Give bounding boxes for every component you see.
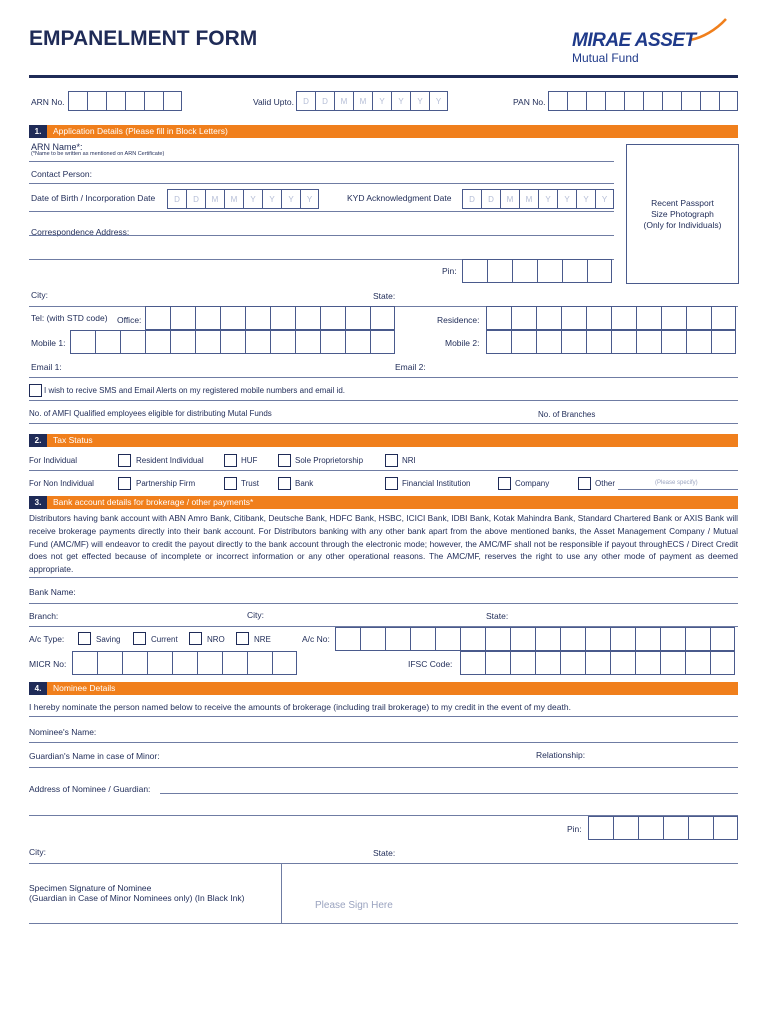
branch-label: Branch: (29, 611, 59, 621)
dob-label: Date of Birth / Incorporation Date (31, 193, 156, 203)
ac-no-label: A/c No: (302, 634, 330, 644)
branches-label: No. of Branches (538, 410, 596, 419)
option-label: Saving (96, 635, 121, 644)
arn-label: ARN No. (31, 97, 65, 107)
date-box: Y (538, 189, 557, 209)
kyd-label: KYD Acknowledgment Date (347, 193, 452, 203)
arn-name-note: (*Name to be written as mentioned on ARN Certificate) (31, 151, 165, 157)
ac-no-input[interactable] (335, 627, 735, 651)
financial-institution-checkbox[interactable] (385, 477, 398, 490)
date-box: Y (595, 189, 614, 209)
option-label: Resident Individual (136, 456, 204, 465)
residence-phone-input[interactable] (486, 306, 736, 330)
micr-input[interactable] (72, 651, 297, 675)
brand-name: MIRAE ASSET (572, 30, 696, 51)
option-label: Financial Institution (402, 479, 471, 488)
brand-logo (572, 20, 742, 66)
city-label: City: (31, 290, 48, 300)
photo-line-3: (Only for Individuals) (643, 220, 722, 230)
section-1-header (29, 125, 738, 138)
divider (29, 923, 738, 924)
divider (29, 400, 738, 401)
nominee-statement: I hereby nominate the person named below to receive the amounts of brokerage (including trail brokerage) to my credit in the event of my death. (29, 702, 571, 712)
trust-checkbox[interactable] (224, 477, 237, 490)
ac-type-label: A/c Type: (29, 634, 65, 644)
section-number: 2. (29, 434, 47, 447)
divider (29, 470, 738, 471)
state-label: State: (373, 291, 396, 301)
guardian-label: Guardian's Name in case of Minor: (29, 751, 160, 761)
mobile1-input[interactable] (70, 330, 395, 354)
date-box: D (315, 91, 334, 111)
email2-label: Email 2: (395, 362, 426, 372)
option-label: Sole Proprietorship (295, 456, 364, 465)
nominee-pin-label: Pin: (567, 824, 582, 834)
office-label: Office: (117, 315, 142, 325)
micr-label: MICR No: (29, 659, 67, 669)
contact-person-field[interactable] (29, 183, 614, 184)
office-phone-input[interactable] (145, 306, 395, 330)
pan-label: PAN No. (513, 97, 546, 107)
correspondence-label: Correspondence Address: (31, 227, 130, 237)
sign-here-hint: Please Sign Here (315, 900, 393, 911)
section-title: Nominee Details (53, 683, 116, 693)
nre-checkbox[interactable] (236, 632, 249, 645)
date-box: D (167, 189, 186, 209)
divider (29, 577, 738, 578)
section-number: 1. (29, 125, 47, 138)
nominee-name-field[interactable] (29, 742, 738, 743)
section-2-header (29, 434, 738, 447)
date-box: Y (410, 91, 429, 111)
signature-note: (Guardian in Case of Minor Nominees only) (In Black Ink) (29, 893, 245, 903)
option-label: NRO (207, 635, 225, 644)
date-box: Y (262, 189, 281, 209)
brand-sub: Mutual Fund (572, 51, 639, 65)
date-box: Y (557, 189, 576, 209)
bank-city-label: City: (247, 610, 264, 620)
header-rule (29, 75, 738, 78)
email1-label: Email 1: (31, 362, 62, 372)
ifsc-input[interactable] (460, 651, 735, 675)
mobile2-input[interactable] (486, 330, 736, 354)
option-label: HUF (241, 456, 258, 465)
contact-person-label: Contact Person: (31, 169, 92, 179)
please-specify-hint: (Please specify) (655, 480, 698, 486)
ifsc-label: IFSC Code: (408, 659, 453, 669)
section-number: 3. (29, 496, 47, 509)
pin-label: Pin: (442, 266, 457, 276)
section-number: 4. (29, 682, 47, 695)
alerts-label: I wish to recive SMS and Email Alerts on my registered mobile numbers and email id. (44, 386, 346, 395)
bank-state-label: State: (486, 611, 509, 621)
nro-checkbox[interactable] (189, 632, 202, 645)
nominee-address-field[interactable] (160, 793, 738, 794)
arn-name-field[interactable] (29, 161, 614, 162)
date-box: D (296, 91, 315, 111)
date-box: Y (576, 189, 595, 209)
valid-upto-input[interactable] (296, 91, 448, 111)
bank-name-field[interactable] (29, 603, 738, 604)
date-box: D (481, 189, 500, 209)
huf-checkbox[interactable] (224, 454, 237, 467)
section-title: Application Details (Please fill in Block Letters) (53, 126, 228, 136)
arn-name-label: ARN Name*: (31, 142, 83, 152)
nominee-city-label: City: (29, 847, 46, 857)
mobile2-label: Mobile 2: (445, 338, 480, 348)
option-label: Company (515, 479, 550, 488)
residence-label: Residence: (437, 315, 480, 325)
current-checkbox[interactable] (133, 632, 146, 645)
nominee-pin-input[interactable] (588, 816, 738, 840)
option-label: Trust (241, 479, 259, 488)
option-label: NRE (254, 635, 271, 644)
section-4-header (29, 682, 738, 695)
date-box: M (205, 189, 224, 209)
resident-individual-checkbox[interactable] (118, 454, 131, 467)
date-box: Y (372, 91, 391, 111)
partnership-firm-checkbox[interactable] (118, 477, 131, 490)
date-box: Y (243, 189, 262, 209)
section-3-header (29, 496, 738, 509)
sole-proprietorship-checkbox[interactable] (278, 454, 291, 467)
date-box: M (500, 189, 519, 209)
amfi-field[interactable] (29, 423, 738, 424)
option-label: Partnership Firm (136, 479, 196, 488)
bank-name-label: Bank Name: (29, 587, 76, 597)
signature-label: Specimen Signature of Nominee (29, 883, 152, 893)
date-box: M (334, 91, 353, 111)
date-box: M (519, 189, 538, 209)
photo-line-2: Size Photograph (651, 209, 714, 219)
kyd-input[interactable] (462, 189, 614, 209)
date-box: M (353, 91, 372, 111)
nominee-address-label: Address of Nominee / Guardian: (29, 784, 151, 794)
divider (29, 211, 614, 212)
saving-checkbox[interactable] (78, 632, 91, 645)
date-box: M (224, 189, 243, 209)
guardian-field[interactable] (29, 767, 738, 768)
signature-area[interactable] (282, 864, 738, 923)
email-field[interactable] (29, 377, 738, 378)
pin-input[interactable] (462, 259, 612, 283)
option-label: Current (151, 635, 178, 644)
date-box: Y (300, 189, 319, 209)
for-non-individual-label: For Non Individual (29, 479, 94, 488)
photo-box[interactable] (626, 144, 739, 284)
date-box: Y (391, 91, 410, 111)
amfi-label: No. of AMFI Qualified employees eligible for distributing Mutal Funds (29, 409, 272, 418)
section-title: Tax Status (53, 435, 93, 445)
section-title: Bank account details for brokerage / other payments* (53, 497, 254, 507)
mobile1-label: Mobile 1: (31, 338, 66, 348)
page-title: EMPANELMENT FORM (29, 27, 258, 50)
nominee-state-label: State: (373, 848, 396, 858)
date-box: D (462, 189, 481, 209)
date-box: Y (281, 189, 300, 209)
date-box: D (186, 189, 205, 209)
arn-input[interactable] (68, 91, 182, 111)
tel-label: Tel: (with STD code) (31, 313, 108, 323)
bank-info-paragraph: Distributors having bank account with ABN Amro Bank, Citibank, Deutsche Bank, HDFC Bank, HSBC, ICICI Bank, IDBI Bank, Kotak Mahindra Bank, Standard Chartered Bank or AXIS Bank will receive brokerage payments directly into their bank account. For Distributors banking with any other bank apart from the above mentioned banks, the Asset Management Company / Mutual Fund (AMC/MF) will endeavor to credit the payout directly to the bank account through the electronic mode; however, the AMC/MF shall not be responsible if payout throughECS / Direct Credit does not get effected because of incomplete or incorrect information or any other operational reasons. The AMC/MF, reserves the right to use any other mode of payment as deemed appropriate. (29, 513, 738, 575)
divider (29, 716, 738, 717)
nominee-name-label: Nominee's Name: (29, 727, 97, 737)
option-label: Other (595, 479, 616, 488)
other-checkbox[interactable] (578, 477, 591, 490)
pan-input[interactable] (548, 91, 738, 111)
option-label: Bank (295, 479, 314, 488)
option-label: NRI (402, 456, 416, 465)
correspondence-field[interactable] (29, 235, 614, 236)
date-box: Y (429, 91, 448, 111)
nri-checkbox[interactable] (385, 454, 398, 467)
photo-line-1: Recent Passport (651, 198, 714, 208)
valid-upto-label: Valid Upto. (253, 97, 294, 107)
for-individual-label: For Individual (29, 456, 78, 465)
relationship-label: Relationship: (536, 750, 586, 760)
other-specify-field[interactable] (618, 489, 738, 490)
company-checkbox[interactable] (498, 477, 511, 490)
alerts-checkbox[interactable] (29, 384, 42, 397)
dob-input[interactable] (167, 189, 319, 209)
bank-checkbox[interactable] (278, 477, 291, 490)
